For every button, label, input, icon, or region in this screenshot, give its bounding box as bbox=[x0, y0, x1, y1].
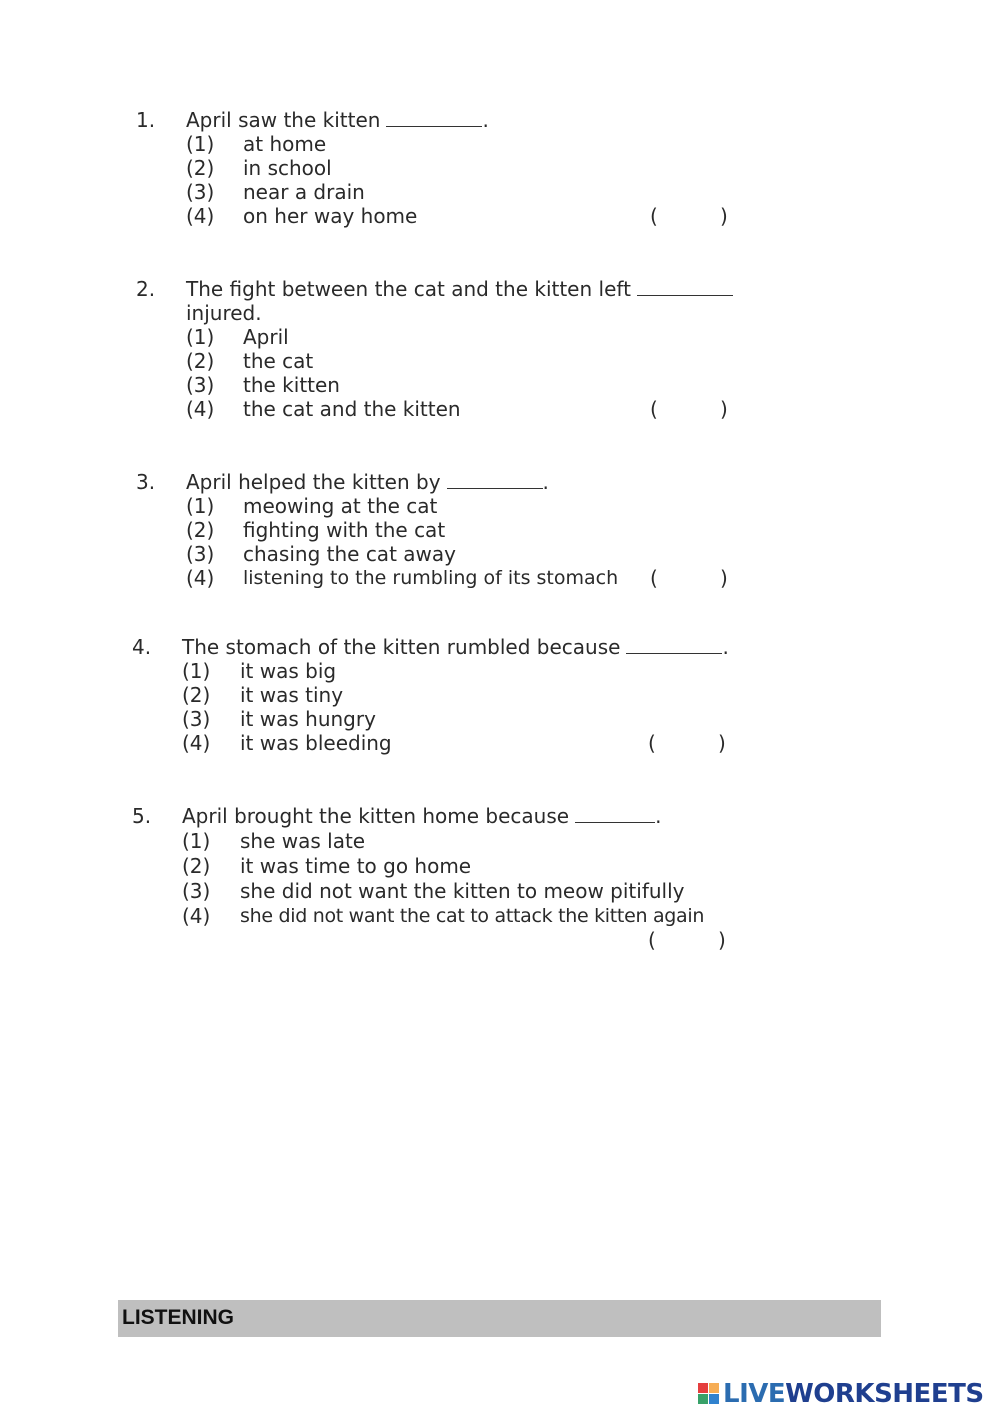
stem-text: The stomach of the kitten rumbled because bbox=[182, 635, 621, 659]
option-text: the kitten bbox=[243, 373, 340, 397]
option-text: the cat and the kitten bbox=[243, 397, 461, 421]
paren-close: ) bbox=[718, 928, 726, 952]
option-text: it was big bbox=[240, 659, 337, 683]
option-text: the cat bbox=[243, 349, 314, 373]
paren-close: ) bbox=[720, 566, 728, 590]
option-number: (1) bbox=[186, 494, 215, 518]
option-text: near a drain bbox=[243, 180, 365, 204]
paren-open: ( bbox=[648, 731, 656, 755]
question-stem bbox=[182, 635, 729, 659]
option-text: she did not want the kitten to meow pitifully bbox=[240, 879, 685, 903]
paren-open: ( bbox=[648, 928, 656, 952]
answer-blank bbox=[637, 295, 733, 296]
question-number: 2. bbox=[136, 277, 156, 301]
option-text: on her way home bbox=[243, 204, 418, 228]
option-number: (2) bbox=[186, 349, 215, 373]
option-text: it was bleeding bbox=[240, 731, 392, 755]
option-number: (4) bbox=[182, 904, 211, 928]
stem-end: . bbox=[655, 804, 662, 828]
option-number: (2) bbox=[182, 854, 211, 878]
option-number: (2) bbox=[182, 683, 211, 707]
paren-close: ) bbox=[718, 731, 726, 755]
option-number: (3) bbox=[186, 542, 215, 566]
stem-text: April brought the kitten home because bbox=[182, 804, 570, 828]
option-text: it was tiny bbox=[240, 683, 344, 707]
liveworksheets-logo bbox=[698, 1378, 984, 1410]
logo-text-worksheets: WORKSHEETS bbox=[785, 1379, 984, 1409]
stem-text: The fight between the cat and the kitten left bbox=[186, 277, 631, 301]
answer-blank bbox=[626, 653, 722, 654]
question-number: 5. bbox=[132, 804, 152, 828]
question-number: 4. bbox=[132, 635, 152, 659]
question-stem bbox=[186, 108, 489, 132]
option-text: she did not want the cat to attack the kitten again bbox=[240, 905, 705, 927]
option-number: (1) bbox=[186, 325, 215, 349]
option-number: (2) bbox=[186, 156, 215, 180]
question-stem bbox=[186, 277, 733, 325]
option-text: chasing the cat away bbox=[243, 542, 456, 566]
option-text: it was time to go home bbox=[240, 854, 472, 878]
option-text: at home bbox=[243, 132, 327, 156]
option-number: (4) bbox=[182, 731, 211, 755]
question-number: 1. bbox=[136, 108, 156, 132]
answer-blank bbox=[386, 126, 482, 127]
section-header-bar bbox=[118, 1300, 881, 1337]
option-text: April bbox=[243, 325, 289, 349]
paren-open: ( bbox=[650, 397, 658, 421]
option-text: listening to the rumbling of its stomach bbox=[243, 567, 619, 589]
paren-open: ( bbox=[650, 566, 658, 590]
stem-end: . bbox=[722, 635, 729, 659]
option-number: (3) bbox=[186, 373, 215, 397]
section-title: LISTENING bbox=[122, 1306, 235, 1329]
answer-blank bbox=[447, 488, 543, 489]
question-stem bbox=[186, 470, 549, 494]
option-text: meowing at the cat bbox=[243, 494, 438, 518]
stem-end: . bbox=[482, 108, 489, 132]
question-number: 3. bbox=[136, 470, 156, 494]
option-text: fighting with the cat bbox=[243, 518, 446, 542]
paren-close: ) bbox=[720, 204, 728, 228]
option-number: (2) bbox=[186, 518, 215, 542]
stem-text: April helped the kitten by bbox=[186, 470, 441, 494]
option-number: (3) bbox=[182, 707, 211, 731]
paren-close: ) bbox=[720, 397, 728, 421]
stem-end: . bbox=[542, 470, 549, 494]
option-number: (3) bbox=[186, 180, 215, 204]
option-text: she was late bbox=[240, 829, 366, 853]
option-number: (4) bbox=[186, 204, 215, 228]
option-number: (3) bbox=[182, 879, 211, 903]
logo-grid-icon bbox=[698, 1383, 720, 1405]
option-number: (4) bbox=[186, 397, 215, 421]
stem-text-line2: injured. bbox=[186, 301, 262, 325]
option-text: it was hungry bbox=[240, 707, 376, 731]
answer-blank bbox=[575, 822, 655, 823]
option-number: (1) bbox=[182, 659, 211, 683]
question-stem bbox=[182, 804, 661, 828]
paren-open: ( bbox=[650, 204, 658, 228]
option-number: (1) bbox=[182, 829, 211, 853]
option-text: in school bbox=[243, 156, 332, 180]
option-number: (1) bbox=[186, 132, 215, 156]
logo-text-live: LIVE bbox=[723, 1379, 786, 1409]
stem-text: April saw the kitten bbox=[186, 108, 381, 132]
option-number: (4) bbox=[186, 566, 215, 590]
